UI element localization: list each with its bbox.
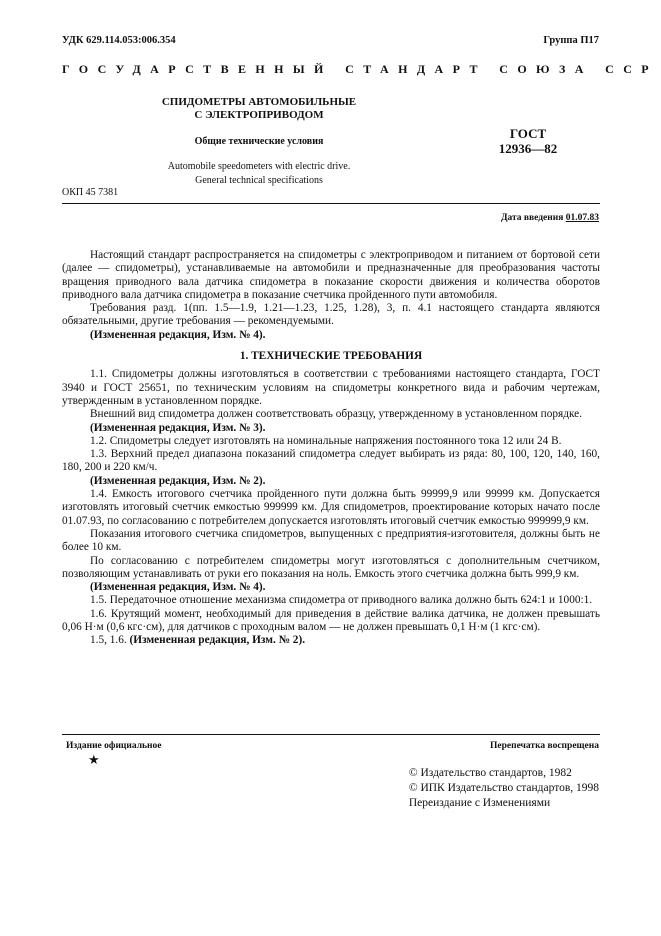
- gost-designation: [478, 126, 578, 156]
- document-subtitle: Общие технические условия: [194, 136, 324, 147]
- edit-note: (Измененная редакция, Изм. № 2).: [90, 474, 266, 487]
- edit-note: (Измененная редакция, Изм. № 2).: [129, 634, 306, 647]
- official-edition: Издание официальное: [66, 741, 162, 751]
- edit-note: (Измененная редакция, Изм. № 4).: [90, 581, 266, 594]
- gost-label: ГОСТ: [509, 126, 547, 141]
- clause-1-6: 1.6. Крутящий момент, необходимый для приведения в действие валика датчика, не должен превышать 0,06 Н·м (0,6 кгс·см), для датчиков с проходным валом — не должен превышать 0,1 Н·м (1 кгс·см).: [62, 607, 600, 634]
- edit-note: (Измененная редакция, Изм. № 3).: [90, 421, 266, 434]
- intro-date-label: Дата введения: [500, 213, 564, 223]
- okp-code: ОКП 45 7381: [62, 187, 119, 198]
- english-title-line-1: Automobile speedometers with electric drive.: [167, 161, 351, 172]
- copyright-line-3: Переиздание с Изменениями: [408, 797, 551, 809]
- clause-1-5: 1.5. Передаточное отношение механизма спидометра от приводного валика должно быть 624:1 и 1000:1.: [90, 594, 593, 607]
- paragraph-scope: Настоящий стандарт распространяется на спидометры с электроприводом и питанием от бортовой сети (далее — спидометры), устанавливаемые на автомобили и предназначенные для преобразования частоты вращения приводного вала датчика спидометра в показание скорости движения и количества оборотов приводного вала датчика спидометра в показание счетчика пройденного пути автомобиля.: [62, 249, 600, 301]
- title-line-2: С ЭЛЕКТРОПРИВОДОМ: [194, 109, 324, 121]
- clause-1-5-1-6-edit: [62, 634, 600, 647]
- copyright-block: [409, 766, 599, 811]
- reprint-prohibited: Перепечатка воспрещена: [489, 741, 599, 751]
- intro-date: [501, 213, 599, 223]
- document-title: [130, 96, 388, 122]
- clause-1-4-readings: Показания итогового счетчика спидометров, выпущенных с предприятия-изготовителя, должны быть не более 10 км.: [62, 527, 600, 554]
- clause-ref: 1.5, 1.6.: [90, 634, 127, 647]
- header-divider: [62, 203, 600, 204]
- udk-code: УДК 629.114.053:006.354: [62, 35, 176, 46]
- clause-1-1: 1.1. Спидометры должны изготовляться в соответствии с требованиями настоящего стандарта, ГОСТ 3940 и ГОСТ 25651, по техническим условиям на спидометры конкретного вида и рабочим чертежам, утвержденным в установленном порядке.: [62, 368, 600, 407]
- english-title-line-2: General technical specifications: [195, 174, 323, 186]
- edit-note: (Измененная редакция, Изм. № 4).: [90, 328, 266, 341]
- section-heading: 1. ТЕХНИЧЕСКИЕ ТРЕБОВАНИЯ: [239, 350, 423, 363]
- star-icon: ★: [88, 752, 100, 767]
- clause-1-3: 1.3. Верхний предел диапазона показаний спидометра следует выбирать из ряда: 80, 100, 120, 140, 160, 180, 200 и 220 км/ч.: [62, 448, 600, 474]
- footer-divider: [62, 734, 600, 735]
- title-line-1: СПИДОМЕТРЫ АВТОМОБИЛЬНЫЕ: [161, 96, 357, 108]
- gost-number: 12936—82: [498, 141, 558, 156]
- clause-1-2: 1.2. Спидометры следует изготовлять на номинальные напряжения постоянного тока 12 или 24 В.: [90, 434, 562, 447]
- copyright-line-2: © ИПК Издательство стандартов, 1998: [408, 782, 599, 794]
- intro-date-value: 01.07.83: [565, 213, 599, 223]
- copyright-line-1: © Издательство стандартов, 1982: [408, 767, 572, 779]
- english-title: [130, 160, 388, 187]
- paragraph-requirements: Требования разд. 1(пп. 1.5—1.9, 1.21—1.23, 1.25, 1.28), 3, п. 4.1 настоящего стандарта являются обязательными, другие требования — рекомендуемыми.: [62, 302, 600, 328]
- clause-1-4-extra-counter: По согласованию с потребителем спидометры могут изготовляться с дополнительным счетчиком, позволяющим устанавливать от руки его показания на ноль. Емкость этого счетчика должна быть 999,9 км.: [62, 554, 600, 580]
- state-standard-heading: ГОСУДАРСТВЕННЫЙ СТАНДАРТ СОЮЗА ССР: [62, 62, 659, 76]
- clause-1-4: 1.4. Емкость итогового счетчика пройденного пути должна быть 99999,9 или 99999 км. Допускается изготовлять итоговый счетчик емкостью 999999 км. Для спидометров, проектирование которых начато после 01.07.93, по согласованию с потребителем допускается изготовлять итоговый счетчик емкостью 999999,9 км.: [62, 488, 600, 527]
- document-body: [62, 249, 600, 648]
- group-code: Группа П17: [543, 35, 599, 46]
- clause-1-1-appearance: Внешний вид спидометра должен соответствовать образцу, утвержденному в установленном порядке.: [90, 408, 583, 421]
